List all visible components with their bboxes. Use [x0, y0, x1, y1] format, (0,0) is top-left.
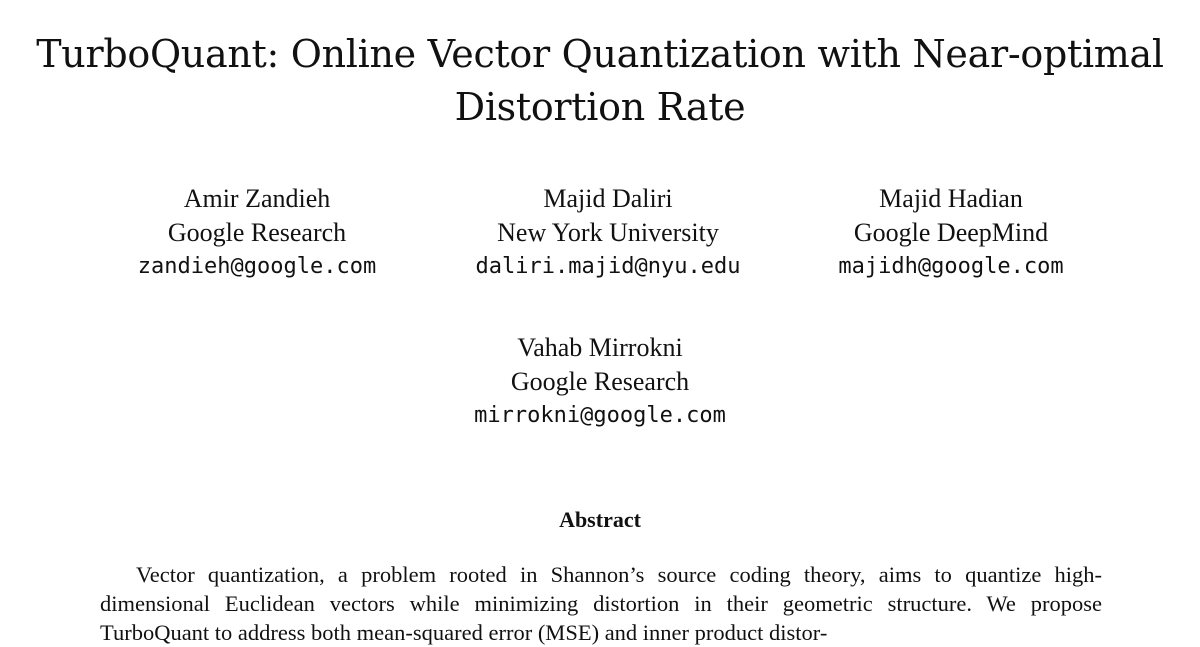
author-email: mirrokni@google.com	[474, 403, 726, 428]
paper-title-line-1: TurboQuant: Online Vector Quantization with Near-optimal	[36, 32, 1164, 76]
author-affiliation: New York University	[497, 218, 719, 247]
abstract-text: Vector quantization, a problem rooted in Shannon’s source coding theory, aims to quantize high-dimensional Euclidean vectors while minimizing distortion in their geometric structure. We propose TurboQuant to address both mean-squared error (MSE) and inner product distor-	[100, 562, 1102, 645]
author-affiliation: Google Research	[510, 367, 690, 396]
author-name: Majid Hadian	[879, 184, 1023, 213]
author-block-2	[428, 182, 788, 284]
paper-title-line-2: Distortion Rate	[454, 85, 746, 129]
author-block-1	[77, 182, 437, 284]
abstract-heading: Abstract	[559, 507, 641, 532]
author-email: majidh@google.com	[838, 254, 1064, 279]
author-affiliation: Google Research	[167, 218, 347, 247]
author-block-4	[420, 331, 780, 433]
author-email: zandieh@google.com	[137, 254, 377, 279]
author-block-3	[771, 182, 1131, 284]
author-name: Majid Daliri	[543, 184, 673, 213]
author-name: Amir Zandieh	[183, 184, 331, 213]
author-name: Vahab Mirrokni	[517, 333, 683, 362]
author-email: daliri.majid@nyu.edu	[475, 254, 741, 279]
paper-title	[0, 28, 1200, 134]
author-affiliation: Google DeepMind	[853, 218, 1049, 247]
